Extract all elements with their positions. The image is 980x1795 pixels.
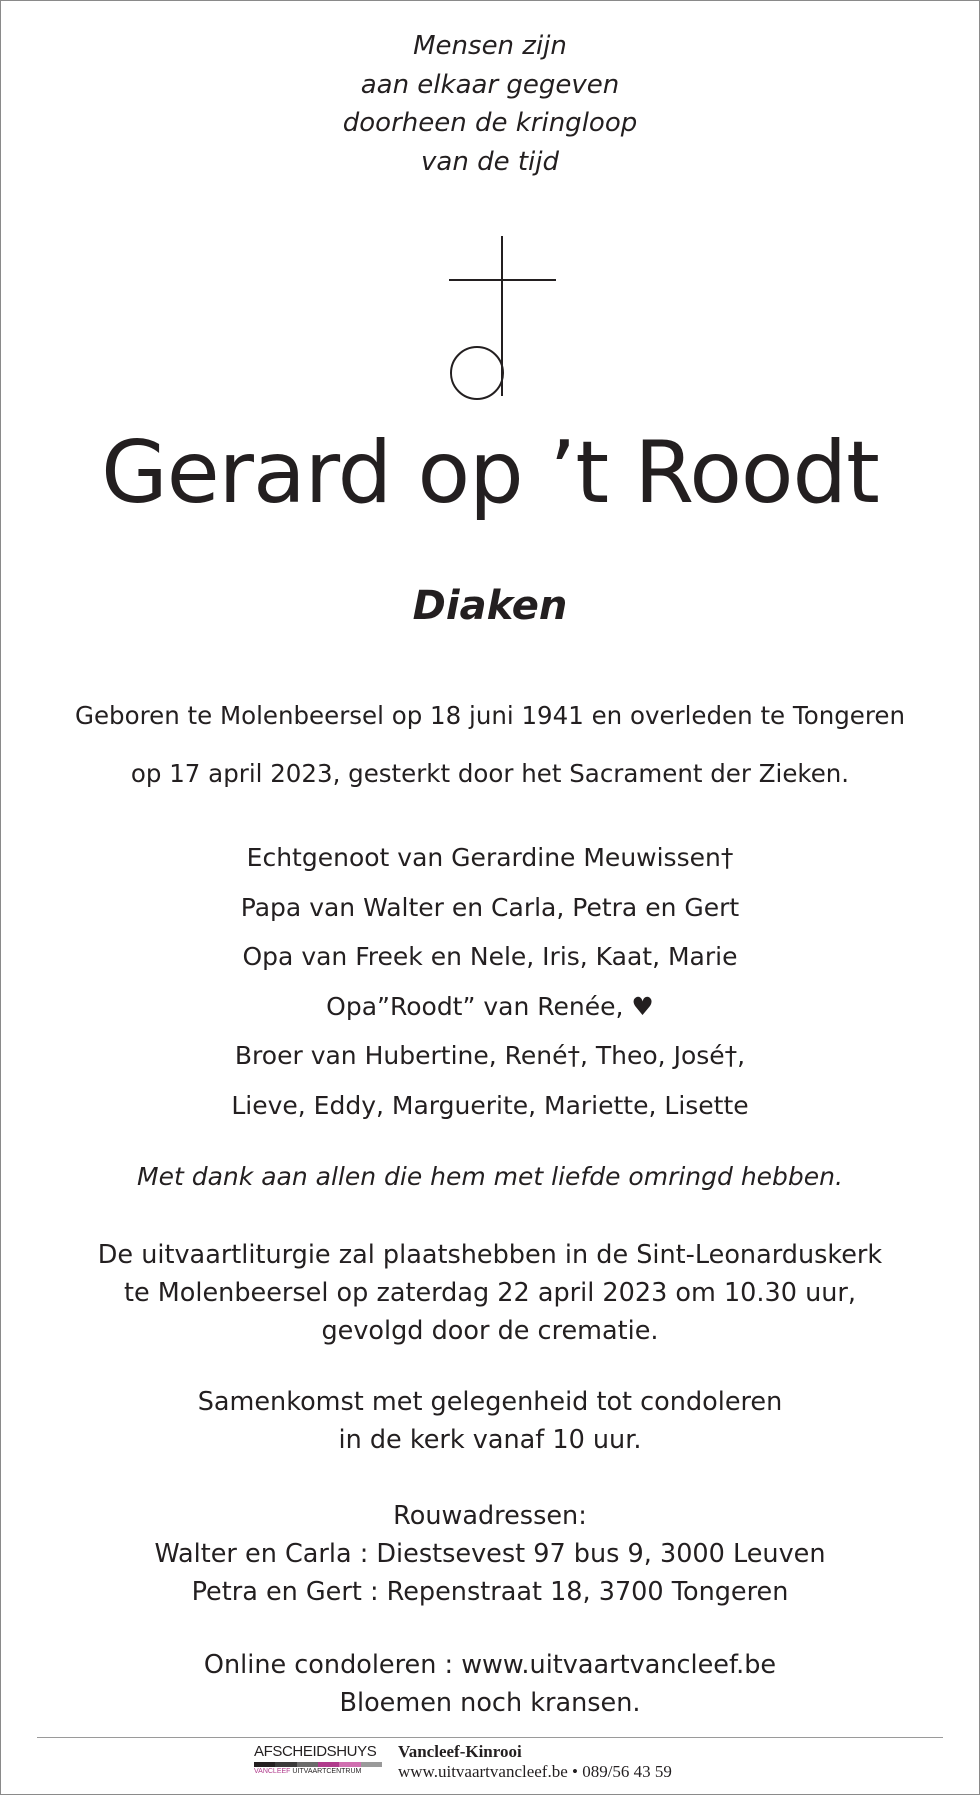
funeral-home-logo (254, 1743, 382, 1783)
liturgy-info (1, 1236, 979, 1350)
meeting-line: Samenkomst met gelegenheid tot condoleren (197, 1387, 783, 1417)
online-line: Online condoleren : www.uitvaartvancleef.be (203, 1650, 777, 1680)
family-line: Echtgenoot van Gerardine Meuwissen† (246, 843, 734, 872)
poem-line: aan elkaar gegeven (360, 69, 620, 100)
addresses-heading: Rouwadressen: (393, 1501, 587, 1531)
birth-line: op 17 april 2023, gesterkt door het Sacrament der Zieken. (130, 759, 850, 788)
online-line: Bloemen noch kransen. (339, 1688, 641, 1718)
poem-line: Mensen zijn (413, 31, 567, 61)
mourning-addresses (1, 1497, 979, 1611)
poem-line: van de tijd (421, 146, 559, 177)
logo-sub-right: UITVAARTCENTRUM (292, 1768, 362, 1775)
funeral-home-contact: www.uitvaartvancleef.be • 089/56 43 59 (398, 1762, 672, 1781)
funeral-home-info (398, 1742, 672, 1782)
footer-divider (37, 1737, 943, 1738)
deceased-title: Diaken (412, 583, 568, 629)
online-condolence (1, 1646, 979, 1722)
condolence-meeting (1, 1383, 979, 1459)
family-list (1, 833, 979, 1130)
address-line: Petra en Gert : Repenstraat 18, 3700 Tongeren (191, 1577, 789, 1607)
poem (1, 27, 979, 181)
family-line: Opa van Freek en Nele, Iris, Kaat, Marie (242, 942, 738, 971)
logo-title: AFSCHEIDSHUYS (254, 1743, 377, 1760)
cross-with-circle-icon (441, 234, 561, 404)
meeting-line: in de kerk vanaf 10 uur. (338, 1425, 642, 1455)
funeral-home-name: Vancleef-Kinrooi (398, 1742, 522, 1761)
thanks-note: Met dank aan allen die hem met liefde omringd hebben. (137, 1162, 843, 1191)
family-line: Broer van Hubertine, René†, Theo, José†, (234, 1041, 746, 1070)
family-line: Opa”Roodt” van Renée, ♥ (326, 991, 654, 1021)
address-line: Walter en Carla : Diestsevest 97 bus 9, 3000 Leuven (154, 1539, 826, 1569)
family-line: Lieve, Eddy, Marguerite, Mariette, Lisette (231, 1090, 749, 1120)
liturgy-line: gevolgd door de crematie. (321, 1316, 659, 1346)
logo-color-block (361, 1762, 382, 1767)
deceased-name: Gerard op ’t Roodt (101, 423, 879, 523)
logo-sub-left: VANCLEEF (254, 1768, 291, 1775)
poem-line: doorheen de kringloop (342, 108, 638, 138)
birth-line: Geboren te Molenbeersel op 18 juni 1941 en overleden te Tongeren (74, 701, 905, 730)
liturgy-line: te Molenbeersel op zaterdag 22 april 2023 om 10.30 uur, (124, 1278, 856, 1308)
liturgy-line: De uitvaartliturgie zal plaatshebben in de Sint-Leonarduskerk (97, 1240, 883, 1270)
birth-death-info (1, 687, 979, 803)
family-line: Papa van Walter en Carla, Petra en Gert (240, 892, 740, 922)
logo-subtitle (254, 1767, 382, 1777)
